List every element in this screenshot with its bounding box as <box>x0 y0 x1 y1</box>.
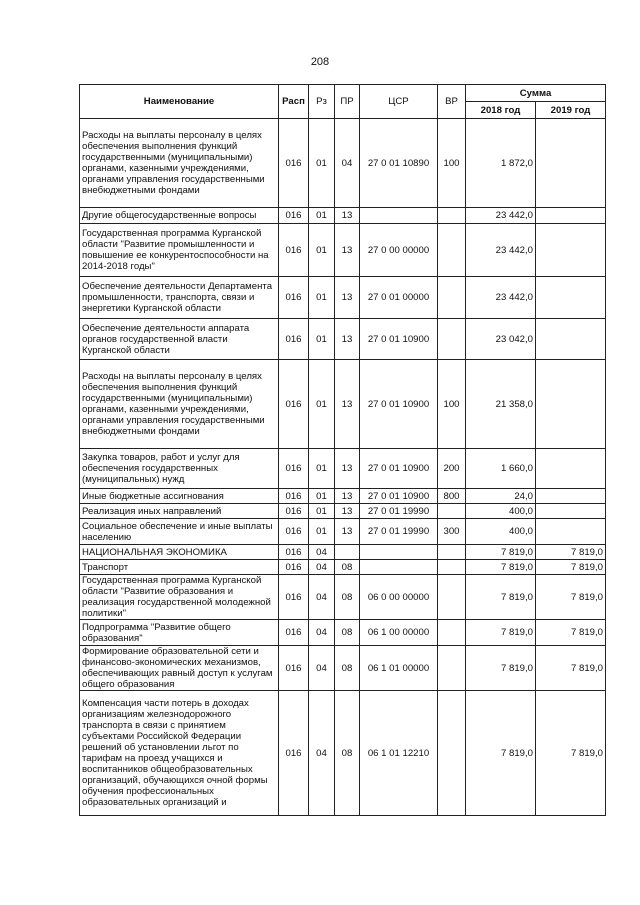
cell-rasp: 016 <box>279 208 309 224</box>
cell-vr: 300 <box>438 519 466 545</box>
cell-y2018: 23 442,0 <box>466 224 536 277</box>
cell-vr: 200 <box>438 449 466 489</box>
table-row <box>80 119 606 208</box>
cell-rz: 01 <box>309 449 335 489</box>
cell-csr: 27 0 01 10890 <box>360 119 438 208</box>
cell-csr <box>360 208 438 224</box>
cell-y2018: 7 819,0 <box>466 620 536 646</box>
cell-y2018: 23 442,0 <box>466 208 536 224</box>
cell-y2018: 7 819,0 <box>466 691 536 816</box>
table-row <box>80 319 606 360</box>
cell-name: Иные бюджетные ассигнования <box>80 489 279 504</box>
cell-y2019 <box>536 519 606 545</box>
cell-name: Другие общегосударственные вопросы <box>80 208 279 224</box>
cell-rasp: 016 <box>279 691 309 816</box>
cell-y2018: 24,0 <box>466 489 536 504</box>
table-row <box>80 504 606 519</box>
header-name: Наименование <box>80 85 279 119</box>
cell-rasp: 016 <box>279 504 309 519</box>
cell-vr <box>438 224 466 277</box>
cell-rasp: 016 <box>279 489 309 504</box>
cell-csr: 27 0 01 10900 <box>360 360 438 449</box>
cell-y2019 <box>536 224 606 277</box>
cell-name: Формирование образовательной сети и финансово-экономических механизмов, обеспечивающих равный доступ к услугам общего образования <box>80 646 279 691</box>
cell-y2019 <box>536 504 606 519</box>
cell-rz: 01 <box>309 277 335 319</box>
table-row <box>80 620 606 646</box>
cell-vr <box>438 504 466 519</box>
cell-csr: 06 1 01 00000 <box>360 646 438 691</box>
cell-rz: 04 <box>309 545 335 560</box>
cell-pr: 08 <box>335 560 360 575</box>
cell-vr: 100 <box>438 360 466 449</box>
header-csr: ЦСР <box>360 85 438 119</box>
cell-y2019 <box>536 208 606 224</box>
cell-y2019: 7 819,0 <box>536 545 606 560</box>
table-row <box>80 277 606 319</box>
header-rz: Рз <box>309 85 335 119</box>
table-row <box>80 360 606 449</box>
budget-table <box>79 84 606 816</box>
table-row <box>80 489 606 504</box>
cell-y2018: 21 358,0 <box>466 360 536 449</box>
header-2019: 2019 год <box>536 102 606 119</box>
cell-rz: 04 <box>309 560 335 575</box>
cell-rz: 01 <box>309 504 335 519</box>
cell-vr: 100 <box>438 119 466 208</box>
cell-name: Подпрограмма "Развитие общего образования" <box>80 620 279 646</box>
cell-y2018: 400,0 <box>466 504 536 519</box>
cell-y2018: 23 442,0 <box>466 277 536 319</box>
cell-name: Компенсация части потерь в доходах организациям железнодорожного транспорта в связи с принятием субъектами Российской Федерации решений об установлении льгот по тарифам на проезд учащихся и воспитанников общеобразовательных организаций, обучающихся очной формы обучения профессиональных образовательных организаций и <box>80 691 279 816</box>
header-vr: ВР <box>438 85 466 119</box>
cell-vr <box>438 646 466 691</box>
table-row <box>80 560 606 575</box>
cell-vr <box>438 575 466 620</box>
cell-y2019: 7 819,0 <box>536 646 606 691</box>
cell-rasp: 016 <box>279 575 309 620</box>
cell-name: Государственная программа Курганской области "Развитие образования и реализация государственной молодежной политики" <box>80 575 279 620</box>
cell-vr <box>438 319 466 360</box>
cell-rz: 04 <box>309 691 335 816</box>
cell-y2018: 7 819,0 <box>466 575 536 620</box>
header-2018: 2018 год <box>466 102 536 119</box>
header-sum: Сумма <box>466 85 606 102</box>
table-row <box>80 224 606 277</box>
cell-rasp: 016 <box>279 319 309 360</box>
cell-rz: 04 <box>309 575 335 620</box>
cell-rasp: 016 <box>279 449 309 489</box>
cell-name: Государственная программа Курганской области "Развитие промышленности и повышение ее конкурентоспособности на 2014-2018 годы" <box>80 224 279 277</box>
cell-csr: 27 0 00 00000 <box>360 224 438 277</box>
cell-rz: 01 <box>309 360 335 449</box>
cell-pr: 13 <box>335 504 360 519</box>
cell-pr: 13 <box>335 277 360 319</box>
cell-vr <box>438 277 466 319</box>
cell-csr: 06 1 01 12210 <box>360 691 438 816</box>
cell-rz: 04 <box>309 646 335 691</box>
cell-name: Социальное обеспечение и иные выплаты населению <box>80 519 279 545</box>
page-number: 208 <box>310 56 330 68</box>
cell-y2018: 7 819,0 <box>466 545 536 560</box>
cell-rasp: 016 <box>279 277 309 319</box>
cell-rz: 01 <box>309 319 335 360</box>
cell-vr <box>438 691 466 816</box>
cell-pr: 08 <box>335 691 360 816</box>
cell-name: Расходы на выплаты персоналу в целях обеспечения выполнения функций государственными (муниципальными) органами, казенными учреждениями, органами управления государственными внебюджетными фондами <box>80 360 279 449</box>
cell-rz: 01 <box>309 119 335 208</box>
cell-name: Обеспечение деятельности Департамента промышленности, транспорта, связи и энергетики Курганской области <box>80 277 279 319</box>
cell-pr: 13 <box>335 489 360 504</box>
cell-y2019: 7 819,0 <box>536 575 606 620</box>
cell-rz: 04 <box>309 620 335 646</box>
cell-rasp: 016 <box>279 224 309 277</box>
cell-csr: 27 0 01 10900 <box>360 449 438 489</box>
cell-rasp: 016 <box>279 646 309 691</box>
cell-vr: 800 <box>438 489 466 504</box>
table-row <box>80 646 606 691</box>
cell-name: Обеспечение деятельности аппарата органов государственной власти Курганской области <box>80 319 279 360</box>
cell-y2018: 400,0 <box>466 519 536 545</box>
cell-csr: 27 0 01 19990 <box>360 519 438 545</box>
cell-rz: 01 <box>309 208 335 224</box>
cell-csr: 27 0 01 00000 <box>360 277 438 319</box>
cell-csr: 27 0 01 19990 <box>360 504 438 519</box>
cell-vr <box>438 208 466 224</box>
cell-pr: 13 <box>335 319 360 360</box>
cell-rasp: 016 <box>279 119 309 208</box>
header-pr: ПР <box>335 85 360 119</box>
cell-y2019 <box>536 319 606 360</box>
cell-pr <box>335 545 360 560</box>
cell-vr <box>438 560 466 575</box>
cell-pr: 13 <box>335 360 360 449</box>
cell-pr: 08 <box>335 620 360 646</box>
table-row <box>80 545 606 560</box>
table-row <box>80 208 606 224</box>
cell-y2018: 1 872,0 <box>466 119 536 208</box>
cell-y2019: 7 819,0 <box>536 691 606 816</box>
cell-y2019: 7 819,0 <box>536 560 606 575</box>
cell-csr: 06 1 00 00000 <box>360 620 438 646</box>
cell-pr: 13 <box>335 519 360 545</box>
header-rasp: Расп <box>279 85 309 119</box>
cell-pr: 13 <box>335 224 360 277</box>
table-row <box>80 449 606 489</box>
cell-rz: 01 <box>309 224 335 277</box>
cell-y2019 <box>536 360 606 449</box>
cell-y2018: 7 819,0 <box>466 560 536 575</box>
cell-name: Закупка товаров, работ и услуг для обеспечения государственных (муниципальных) нужд <box>80 449 279 489</box>
cell-y2018: 7 819,0 <box>466 646 536 691</box>
table-row <box>80 691 606 816</box>
cell-y2019 <box>536 119 606 208</box>
table-row <box>80 519 606 545</box>
cell-rasp: 016 <box>279 519 309 545</box>
cell-rasp: 016 <box>279 360 309 449</box>
cell-csr: 06 0 00 00000 <box>360 575 438 620</box>
cell-y2019: 7 819,0 <box>536 620 606 646</box>
cell-rz: 01 <box>309 489 335 504</box>
cell-csr <box>360 545 438 560</box>
cell-name: НАЦИОНАЛЬНАЯ ЭКОНОМИКА <box>80 545 279 560</box>
cell-pr: 04 <box>335 119 360 208</box>
cell-rasp: 016 <box>279 545 309 560</box>
cell-name: Транспорт <box>80 560 279 575</box>
cell-pr: 13 <box>335 449 360 489</box>
cell-y2018: 23 042,0 <box>466 319 536 360</box>
cell-rasp: 016 <box>279 620 309 646</box>
cell-pr: 08 <box>335 575 360 620</box>
cell-csr: 27 0 01 10900 <box>360 489 438 504</box>
cell-csr <box>360 560 438 575</box>
cell-name: Реализация иных направлений <box>80 504 279 519</box>
cell-y2019 <box>536 489 606 504</box>
cell-csr: 27 0 01 10900 <box>360 319 438 360</box>
cell-vr <box>438 545 466 560</box>
table-row <box>80 575 606 620</box>
cell-rasp: 016 <box>279 560 309 575</box>
cell-rz: 01 <box>309 519 335 545</box>
cell-pr: 08 <box>335 646 360 691</box>
cell-pr: 13 <box>335 208 360 224</box>
cell-y2019 <box>536 277 606 319</box>
cell-y2018: 1 660,0 <box>466 449 536 489</box>
cell-y2019 <box>536 449 606 489</box>
cell-name: Расходы на выплаты персоналу в целях обеспечения выполнения функций государственными (муниципальными) органами, казенными учреждениями, органами управления государственными внебюджетными фондами <box>80 119 279 208</box>
cell-vr <box>438 620 466 646</box>
